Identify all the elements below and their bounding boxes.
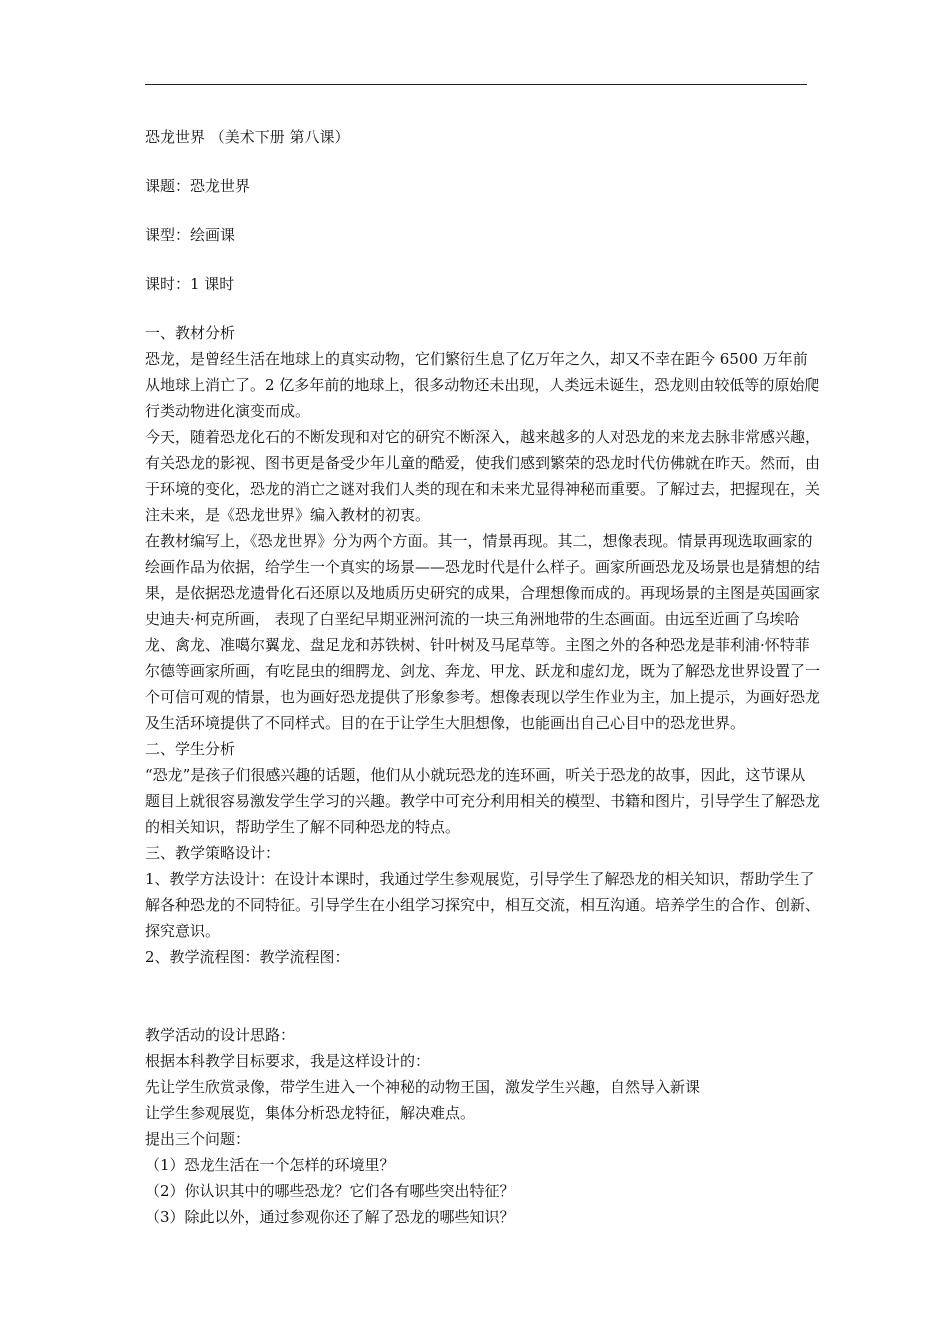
section1-paragraph: 在教材编写上，《恐龙世界》分为两个方面。其一，情景再现。其二，想像表现。情景再现选取画家的绘画作品为依据，给学生一个真实的场景——恐龙时代是什么样子。画家所画恐龙及场景也是猜想的结果，是依据恐龙遗骨化石还原以及地质历史研究的成果，合理想像而成的。再现场景的主图是英国画家史迪夫·柯克所画， 表现了白垩纪早期亚洲河流的一块三角洲地带的生态画面。由远至近画了乌埃哈龙、禽龙、准噶尔翼龙、盘足龙和苏铁树、针叶树及马尾草等。主图之外的各种恐龙是菲利浦·怀特菲尔德等画家所画，有吃昆虫的细腭龙、剑龙、奔龙、甲龙、跃龙和虚幻龙，既为了解恐龙世界设置了一个可信可观的情景，也为画好恐龙提供了形象参考。想像表现以学生作业为主，加上提示，为画好恐龙及生活环境提供了不同样式。目的在于让学生大胆想像，也能画出自己心目中的恐龙世界。 — [145, 532, 821, 732]
topic-line: 课题：恐龙世界 — [145, 177, 251, 195]
section1-heading: 一、教材分析 — [145, 324, 236, 342]
doc-title: 恐龙世界 （美术下册 第八课） — [145, 128, 350, 146]
section1-paragraph: 恐龙，是曾经生活在地球上的真实动物，它们繁衍生息了亿万年之久，却又不幸在距今 6500 万年前从地球上消亡了。2 亿多年前的地球上，很多动物还未出现，人类远未诞生，恐龙则由较低等的原始爬行类动物进化演变而成。 — [145, 350, 820, 420]
header-rule — [145, 84, 807, 85]
section2-paragraph: “恐龙”是孩子们很感兴趣的话题，他们从小就玩恐龙的连环画，听关于恐龙的故事，因此，这节课从题目上就很容易激发学生学习的兴趣。教学中可充分利用相关的模型、书籍和图片，引导学生了解恐龙的相关知识，帮助学生了解不同种恐龙的特点。 — [145, 766, 821, 836]
activity-heading: 教学活动的设计思路： — [145, 1026, 296, 1044]
section3-item: 1、教学方法设计：在设计本课时，我通过学生参观展览，引导学生了解恐龙的相关知识，帮助学生了解各种恐龙的不同特征。引导学生在小组学习探究中，相互交流，相互沟通。培养学生的合作、创新、探究意识。 — [145, 870, 821, 940]
hours-line: 课时：1 课时 — [145, 275, 235, 293]
question-item: （1）恐龙生活在一个怎样的环境里？ — [145, 1156, 395, 1174]
section3-heading: 三、教学策略设计： — [145, 844, 281, 862]
activity-line: 让学生参观展览，集体分析恐龙特征，解决难点。 — [145, 1104, 476, 1122]
type-line: 课型：绘画课 — [145, 226, 236, 244]
document-body — [145, 124, 820, 1230]
section1-paragraph: 今天，随着恐龙化石的不断发现和对它的研究不断深入，越来越多的人对恐龙的来龙去脉非常感兴趣，有关恐龙的影视、图书更是备受少年儿童的酷爱，使我们感到繁荣的恐龙时代仿佛就在昨天。然而，由于环境的变化，恐龙的消亡之谜对我们人类的现在和未来尤显得神秘而重要。了解过去，把握现在，关注未来，是《恐龙世界》编入教材的初衷。 — [145, 428, 821, 524]
section2-heading: 二、学生分析 — [145, 740, 236, 758]
question-item: （2）你认识其中的哪些恐龙？它们各有哪些突出特征？ — [145, 1182, 515, 1200]
activity-line: 提出三个问题： — [145, 1130, 251, 1148]
question-item: （3）除此以外，通过参观你还了解了恐龙的哪些知识？ — [145, 1208, 515, 1226]
activity-line: 根据本科教学目标要求，我是这样设计的： — [145, 1052, 431, 1070]
section3-item: 2、教学流程图：教学流程图： — [145, 948, 350, 966]
activity-line: 先让学生欣赏录像，带学生进入一个神秘的动物王国，激发学生兴趣，自然导入新课 — [145, 1078, 701, 1096]
